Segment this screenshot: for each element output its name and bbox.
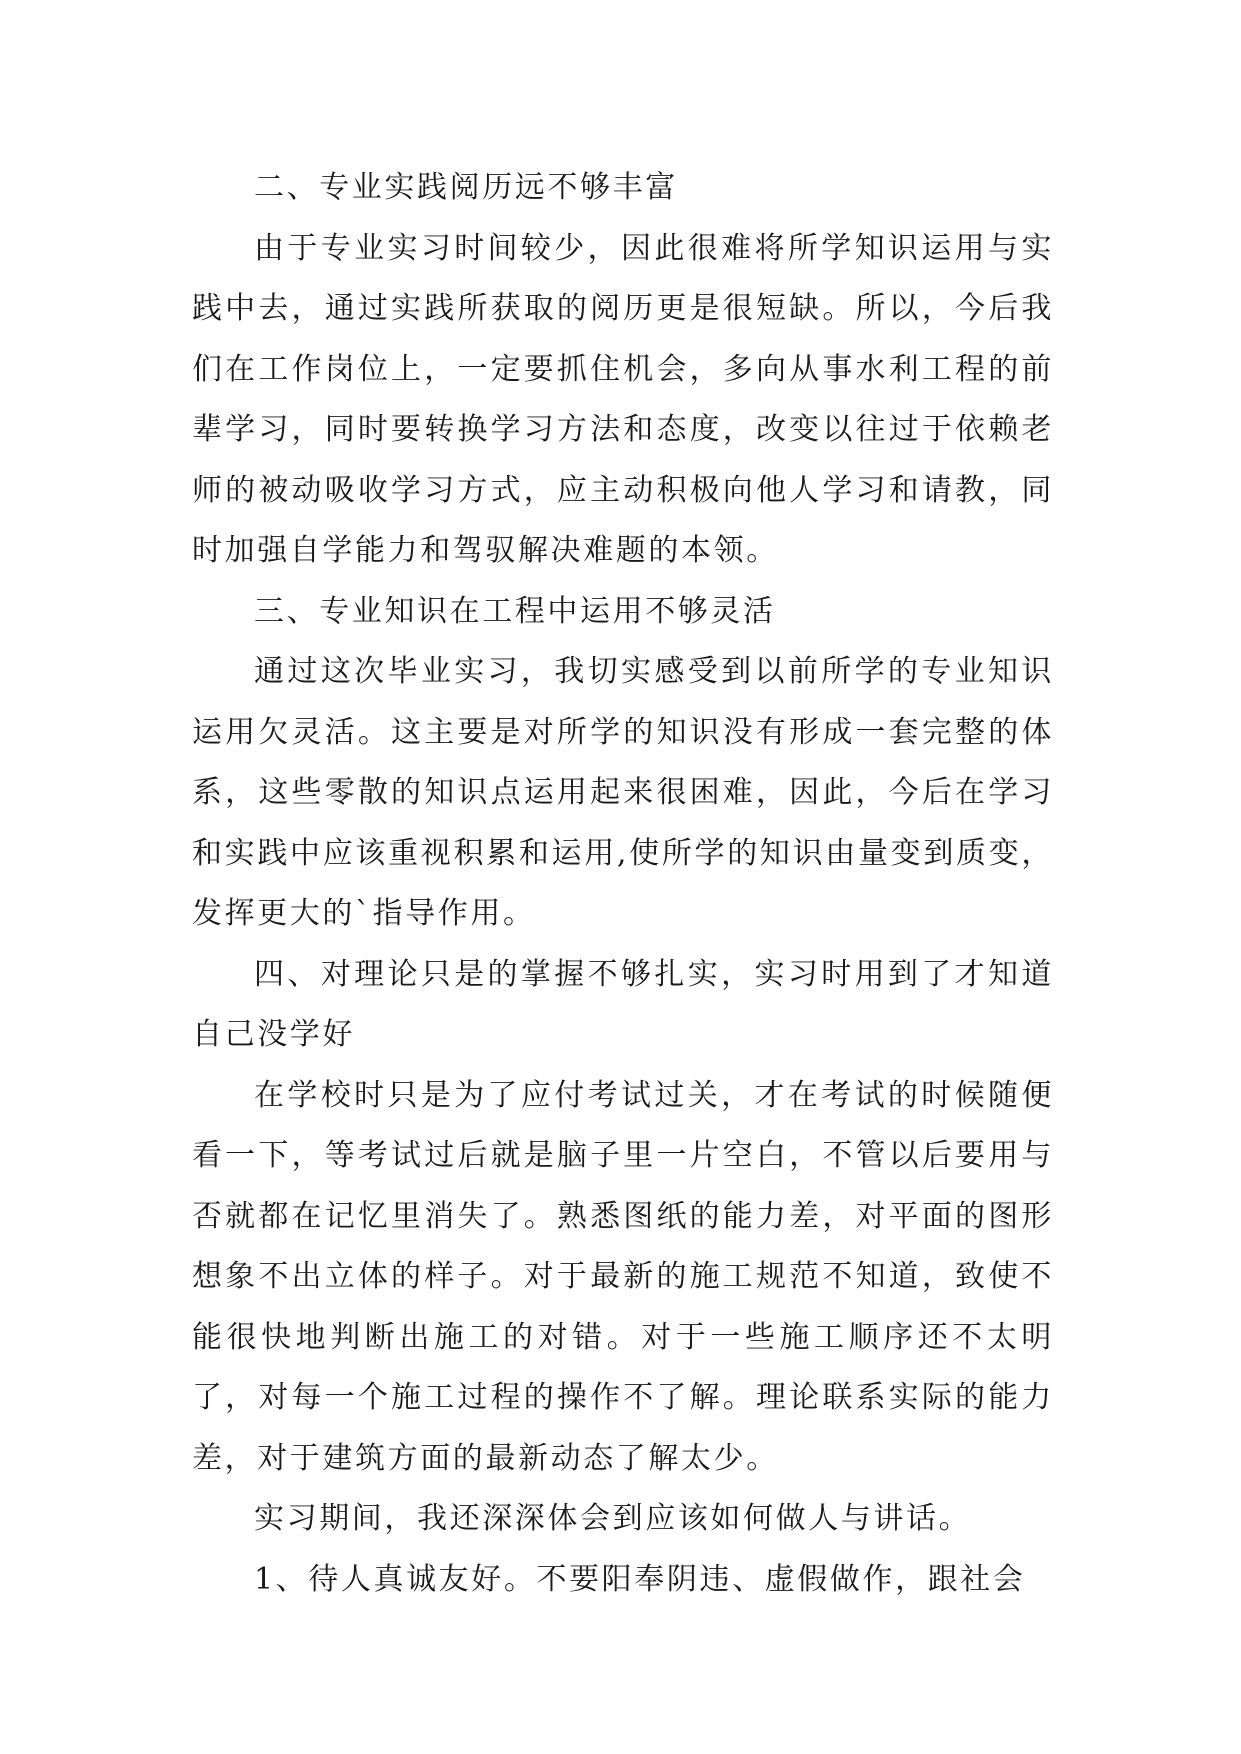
section-heading-4: 四、对理论只是的掌握不够扎实，实习时用到了才知道自己没学好: [192, 956, 1054, 1052]
paragraph: 在学校时只是为了应付考试过关，才在考试的时候随便看一下，等考试过后就是脑子里一片空白，不管以后要用与否就都在记忆里消失了。熟悉图纸的能力差，对平面的图形想象不出立体的样子。对于最新的施工规范不知道，致使不能很快地判断出施工的对错。对于一些施工顺序还不太明了，对每一个施工过程的操作不了解。理论联系实际的能力差，对于建筑方面的最新动态了解太少。: [192, 1077, 1054, 1476]
list-item-1: 1、待人真诚友好。不要阳奉阴违、虚假做作，跟社会: [254, 1561, 1026, 1597]
section-heading-2: 二、专业实践阅历远不够丰富: [254, 170, 678, 205]
paragraph: 由于专业实习时间较少，因此很难将所学知识运用与实践中去，通过实践所获取的阅历更是很短缺。所以，今后我们在工作岗位上，一定要抓住机会，多向从事水利工程的前辈学习，同时要转换学习方法和态度，改变以往过于依赖老师的被动吸收学习方式，应主动积极向他人学习和请教，同时加强自学能力和驾驭解决难题的本领。: [192, 230, 1054, 568]
paragraph: 通过这次毕业实习，我切实感受到以前所学的专业知识运用欠灵活。这主要是对所学的知识没有形成一套完整的体系，这些零散的知识点运用起来很困难，因此，今后在学习和实践中应该重视积累和运用,使所学的知识由量变到质变，发挥更大的`指导作用。: [192, 654, 1054, 931]
section-heading-3: 三、专业知识在工程中运用不够灵活: [254, 593, 776, 629]
paragraph: 实习期间，我还深深体会到应该如何做人与讲话。: [254, 1501, 972, 1536]
document-body: [192, 158, 1054, 1610]
